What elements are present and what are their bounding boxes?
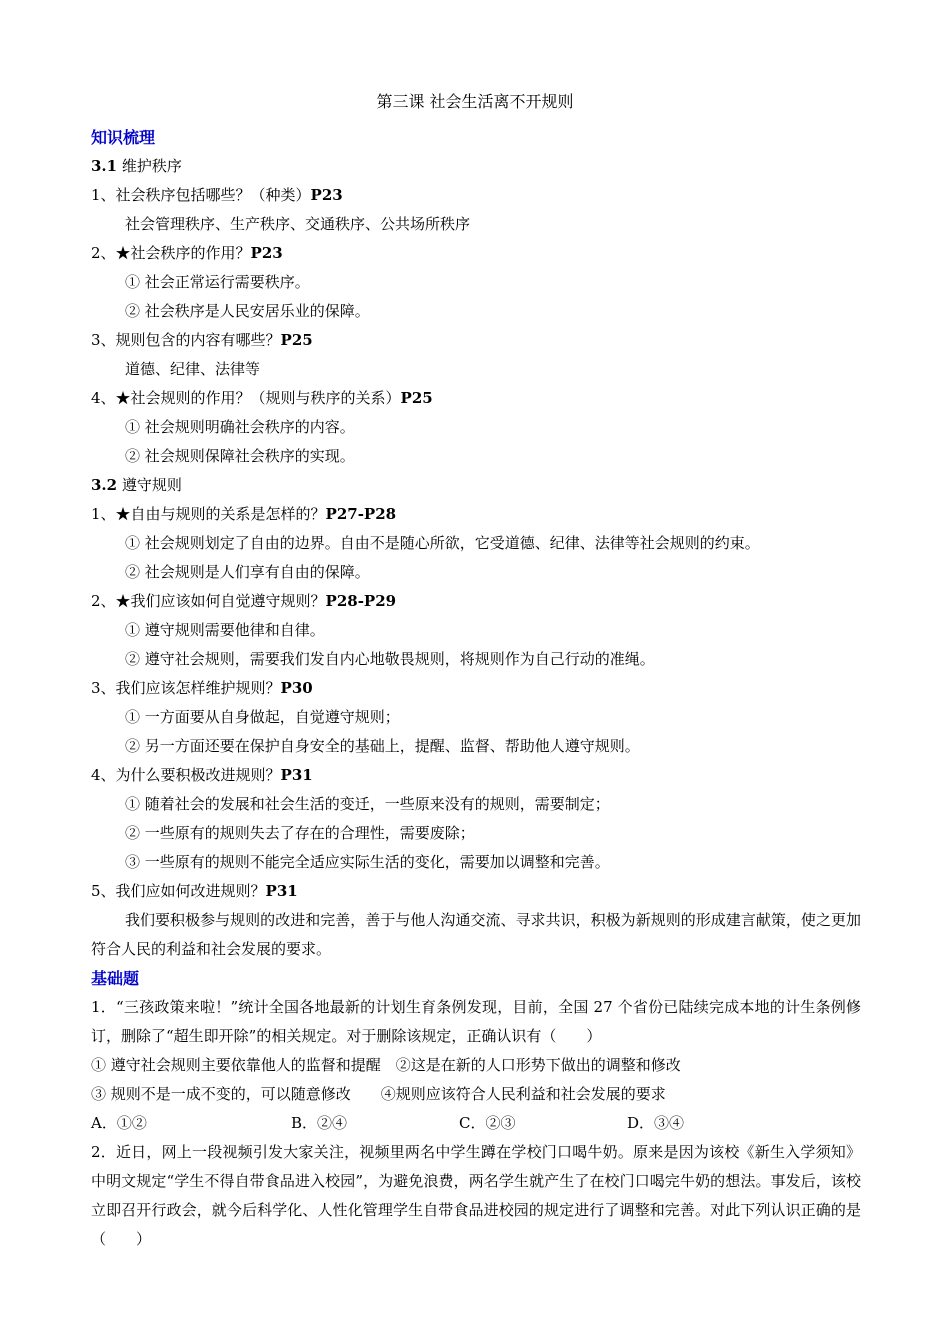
answer-line: ① 社会正常运行需要秩序。 (125, 273, 310, 291)
subsection-number: 3.1 (91, 157, 118, 175)
exercise-1-stem: 1．“三孩政策来啦！”统计全国各地最新的计划生育条例发现，目前，全国 27 个省份已陆续完成本地的计生条例修订，删除了“超生即开除”的相关规定。对于删除该规定，正确认识有（ ） (91, 998, 861, 1045)
question-r1 (91, 500, 861, 529)
answer-line: ① 一方面要从自身做起，自觉遵守规则； (125, 708, 400, 726)
subsection-title: 维护秩序 (117, 157, 182, 175)
option-d: D．③④ (627, 1114, 685, 1132)
answer-line: ② 社会秩序是人民安居乐业的保障。 (125, 302, 370, 320)
answer-line: ① 社会规则明确社会秩序的内容。 (125, 418, 355, 436)
question-text: 1、社会秩序包括哪些？（种类） (91, 186, 311, 204)
answer-line: ② 社会规则保障社会秩序的实现。 (125, 447, 355, 465)
exercise-2-stem: 2．近日，网上一段视频引发大家关注，视频里两名中学生蹲在学校门口喝牛奶。原来是因为该校《新生入学须知》中明文规定“学生不得自带食品进入校园”，为避免浪费，两名学生就产生了在校门口喝完牛奶的想法。事发后，该校立即召开行政会，就今后科学化、人性化管理学生自带食品进校园的规定进行了调整和完善。对此下列认识正确的是（ ） (91, 1143, 861, 1248)
answer-line: ① 随着社会的发展和社会生活的变迁，一些原来没有的规则，需要制定； (125, 795, 610, 813)
subsection-3-1 (91, 152, 861, 181)
answer-line: ① 社会规则划定了自由的边界。自由不是随心所欲，它受道德、纪律、法律等社会规则的约束。 (125, 534, 760, 552)
question-text: 4、为什么要积极改进规则？ (91, 766, 281, 784)
page-ref: P30 (280, 679, 313, 697)
question-text: 3、我们应该怎样维护规则？ (91, 679, 281, 697)
answer-line: ② 另一方面还要在保护自身安全的基础上，提醒、监督、帮助他人遵守规则。 (125, 737, 640, 755)
question-r5 (91, 877, 861, 906)
question-1 (91, 181, 861, 210)
question-r3 (91, 674, 861, 703)
page-ref: P25 (400, 389, 433, 407)
answer-paragraph: 我们要积极参与规则的改进和完善，善于与他人沟通交流、寻求共识，积极为新规则的形成建言献策，使之更加符合人民的利益和社会发展的要求。 (91, 911, 861, 958)
answer-line: ② 遵守社会规则，需要我们发自内心地敬畏规则，将规则作为自己行动的准绳。 (125, 650, 655, 668)
option-c: C．②③ (459, 1114, 516, 1132)
exercise-1-options (91, 1109, 861, 1138)
page-ref: P31 (280, 766, 313, 784)
question-text: 3、规则包含的内容有哪些？ (91, 331, 281, 349)
subsection-3-2 (91, 471, 861, 500)
question-2 (91, 239, 861, 268)
exercise-1-statements-2: ③ 规则不是一成不变的，可以随意修改 ④规则应该符合人民利益和社会发展的要求 (91, 1085, 666, 1103)
page-title: 第三课 社会生活离不开规则 (376, 92, 574, 111)
answer-line: 社会管理秩序、生产秩序、交通秩序、公共场所秩序 (125, 215, 471, 233)
subsection-number: 3.2 (91, 476, 118, 494)
question-r4 (91, 761, 861, 790)
question-text: 5、我们应如何改进规则？ (91, 882, 266, 900)
section-heading-basic: 基础题 (91, 969, 140, 988)
document-body (91, 123, 861, 1254)
question-text: 4、★社会规则的作用？（规则与秩序的关系） (91, 389, 401, 407)
page-ref: P31 (265, 882, 298, 900)
question-r2 (91, 587, 861, 616)
option-a: A．①② (91, 1114, 147, 1132)
page-ref: P23 (310, 186, 343, 204)
question-3 (91, 326, 861, 355)
answer-line: ② 社会规则是人们享有自由的保障。 (125, 563, 370, 581)
page-ref: P27-P28 (325, 505, 397, 523)
answer-line: ① 遵守规则需要他律和自律。 (125, 621, 325, 639)
question-text: 2、★社会秩序的作用？ (91, 244, 251, 262)
page-ref: P28-P29 (325, 592, 397, 610)
exercise-1-statements-1: ① 遵守社会规则主要依靠他人的监督和提醒 ②这是在新的人口形势下做出的调整和修改 (91, 1056, 681, 1074)
question-text: 2、★我们应该如何自觉遵守规则？ (91, 592, 326, 610)
page-ref: P23 (250, 244, 283, 262)
question-4 (91, 384, 861, 413)
question-text: 1、★自由与规则的关系是怎样的？ (91, 505, 326, 523)
answer-line: 道德、纪律、法律等 (125, 360, 261, 378)
subsection-title: 遵守规则 (117, 476, 182, 494)
answer-line: ③ 一些原有的规则不能完全适应实际生活的变化，需要加以调整和完善。 (125, 853, 610, 871)
page-ref: P25 (280, 331, 313, 349)
option-b: B．②④ (291, 1114, 348, 1132)
section-heading-knowledge: 知识梳理 (91, 128, 156, 147)
answer-line: ② 一些原有的规则失去了存在的合理性，需要废除； (125, 824, 475, 842)
